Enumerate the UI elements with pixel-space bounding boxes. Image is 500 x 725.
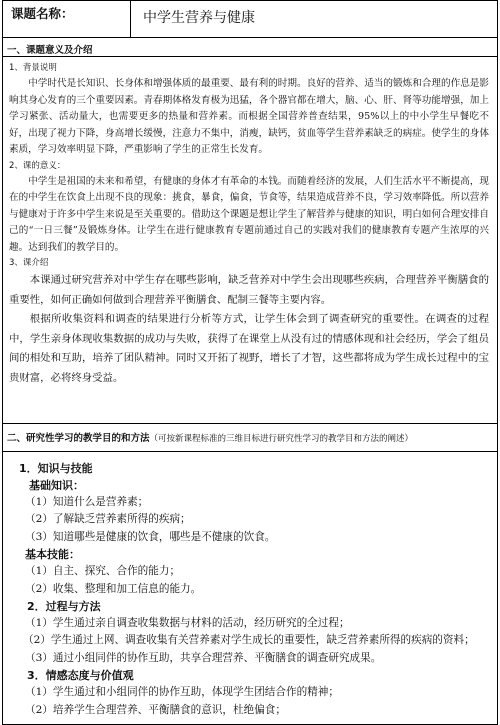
list-item: （1）学生通过和小组同伴的协作互助，体现学生团结合作的精神； [25,686,339,699]
intro-text-1: 本课通过研究营养对中学生存在哪些影响，缺乏营养对中学生会出现哪些疾病，合理营养平衡膳食的重要性，如何正确如何做到合理营养平衡膳食、配制三餐等主要内容。 [9,274,489,306]
meaning-title: 2、课的意义： [9,160,66,171]
title-row [3,1,497,38]
knowledge-skills-title: 1．知识与技能 [19,462,93,475]
topic-name-value: 中学生营养与健康 [143,10,255,26]
list-item: （1）知道什么是营养素； [25,496,149,508]
background-text: 中学时代是长知识、长身体和增强体质的最重要、最有利的时期。良好的营养、适当的锻炼和合理的作息是影响其身心发育的三个重要因素。青春期体格发育极为迅猛，各个器官都在增大，脑、心、肝、肾等功能增强，加上学习紧张、活动量大，也需要更多的热量和营养素。而根据全国营养普查结果，95%以上的中小学生早餐吃不好，出现了视力下降，身高增长缓慢，注意力不集中，消瘦，缺钙，贫血等学生营养素缺乏的病症。使学生的身体素质，学习效率明显下降，严重影响了学生的正常生长发育。 [9,78,489,155]
section1-heading: 一、课题意义及介绍 [3,37,497,57]
meaning-text: 中学生是祖国的未来和希望，有健康的身体才有革命的本钱。而随着经济的发展，人们生活水平不断提高，现在的中学生在饮食上出现不良的现象：挑食，暴食，偏食，节食等，结果造成营养不良，学习效率降低。所以营养与健康对于许多中学生来说是至关重要的。借助这个课题是想让学生了解营养与健康的知识，明白如何合理安排自己的“一日三餐”及锻炼身体。让学生在进行健康教育专题前通过自己的实践对我们的健康教育专题产生浓厚的兴趣。达到我们的教学目的。 [9,175,489,253]
topic-name-label: 课题名称： [3,1,131,37]
document-table [2,0,498,725]
attitude-values-title: 3．情感态度与价值观 [27,669,134,683]
list-item: （2）了解缺乏营养素所得的疾病； [25,513,191,526]
background-title: 1、背景说明 [9,63,57,73]
basic-knowledge-title: 基础知识： [29,479,84,492]
section1-body [3,58,497,424]
list-item: （1）学生通过亲自调查收集数据与材料的活动，经历研究的全过程； [25,617,350,630]
section2-body [3,460,497,719]
list-item: （3）通过小组同伴的协作互助，共享合理营养、平衡膳食的调查研究成果。 [25,651,382,664]
intro-text-2-content: 根据所收集资料和调查的结果进行分析等方式，让学生体会到了调查研究的重要性。在调查的过程中，学生亲身体现收集数据的成功与失败，获得了在课堂上从没有过的情感体现和社会经历，学会了组员间的相处和互助，培养了团队精神。同时又开拓了视野，增长了才智，这些都将成为学生成长过程中的宝贵财富，必将终身受益。 [9,313,489,384]
intro-text-2 [9,310,489,388]
process-methods-title: 2．过程与方法 [27,600,101,614]
intro-title: 3、课介绍 [9,258,49,268]
section2-heading [3,424,497,452]
section2-heading-text: 二、研究性学习的教学目的和方法 [7,433,150,444]
list-item: （2）培养学生合理营养、平衡膳食的意识，杜绝偏食； [25,703,286,716]
list-item: （1）自主、探究、合作的能力； [25,565,181,578]
list-item: （2）收集、整理和加工信息的能力。 [25,582,202,595]
list-item: （2）学生通过上网、调查收集有关营养素对学生成长的重要性，缺乏营养素所得的疾病的资料； [23,634,475,647]
list-item: （3）知道哪些是健康的饮食，哪些是不健康的饮食。 [25,530,276,543]
basic-skills-title: 基本技能： [25,548,80,562]
section2-heading-note: （可按新课程标准的三维目标进行研究性学习的教学目和方法的阐述） [149,434,414,444]
